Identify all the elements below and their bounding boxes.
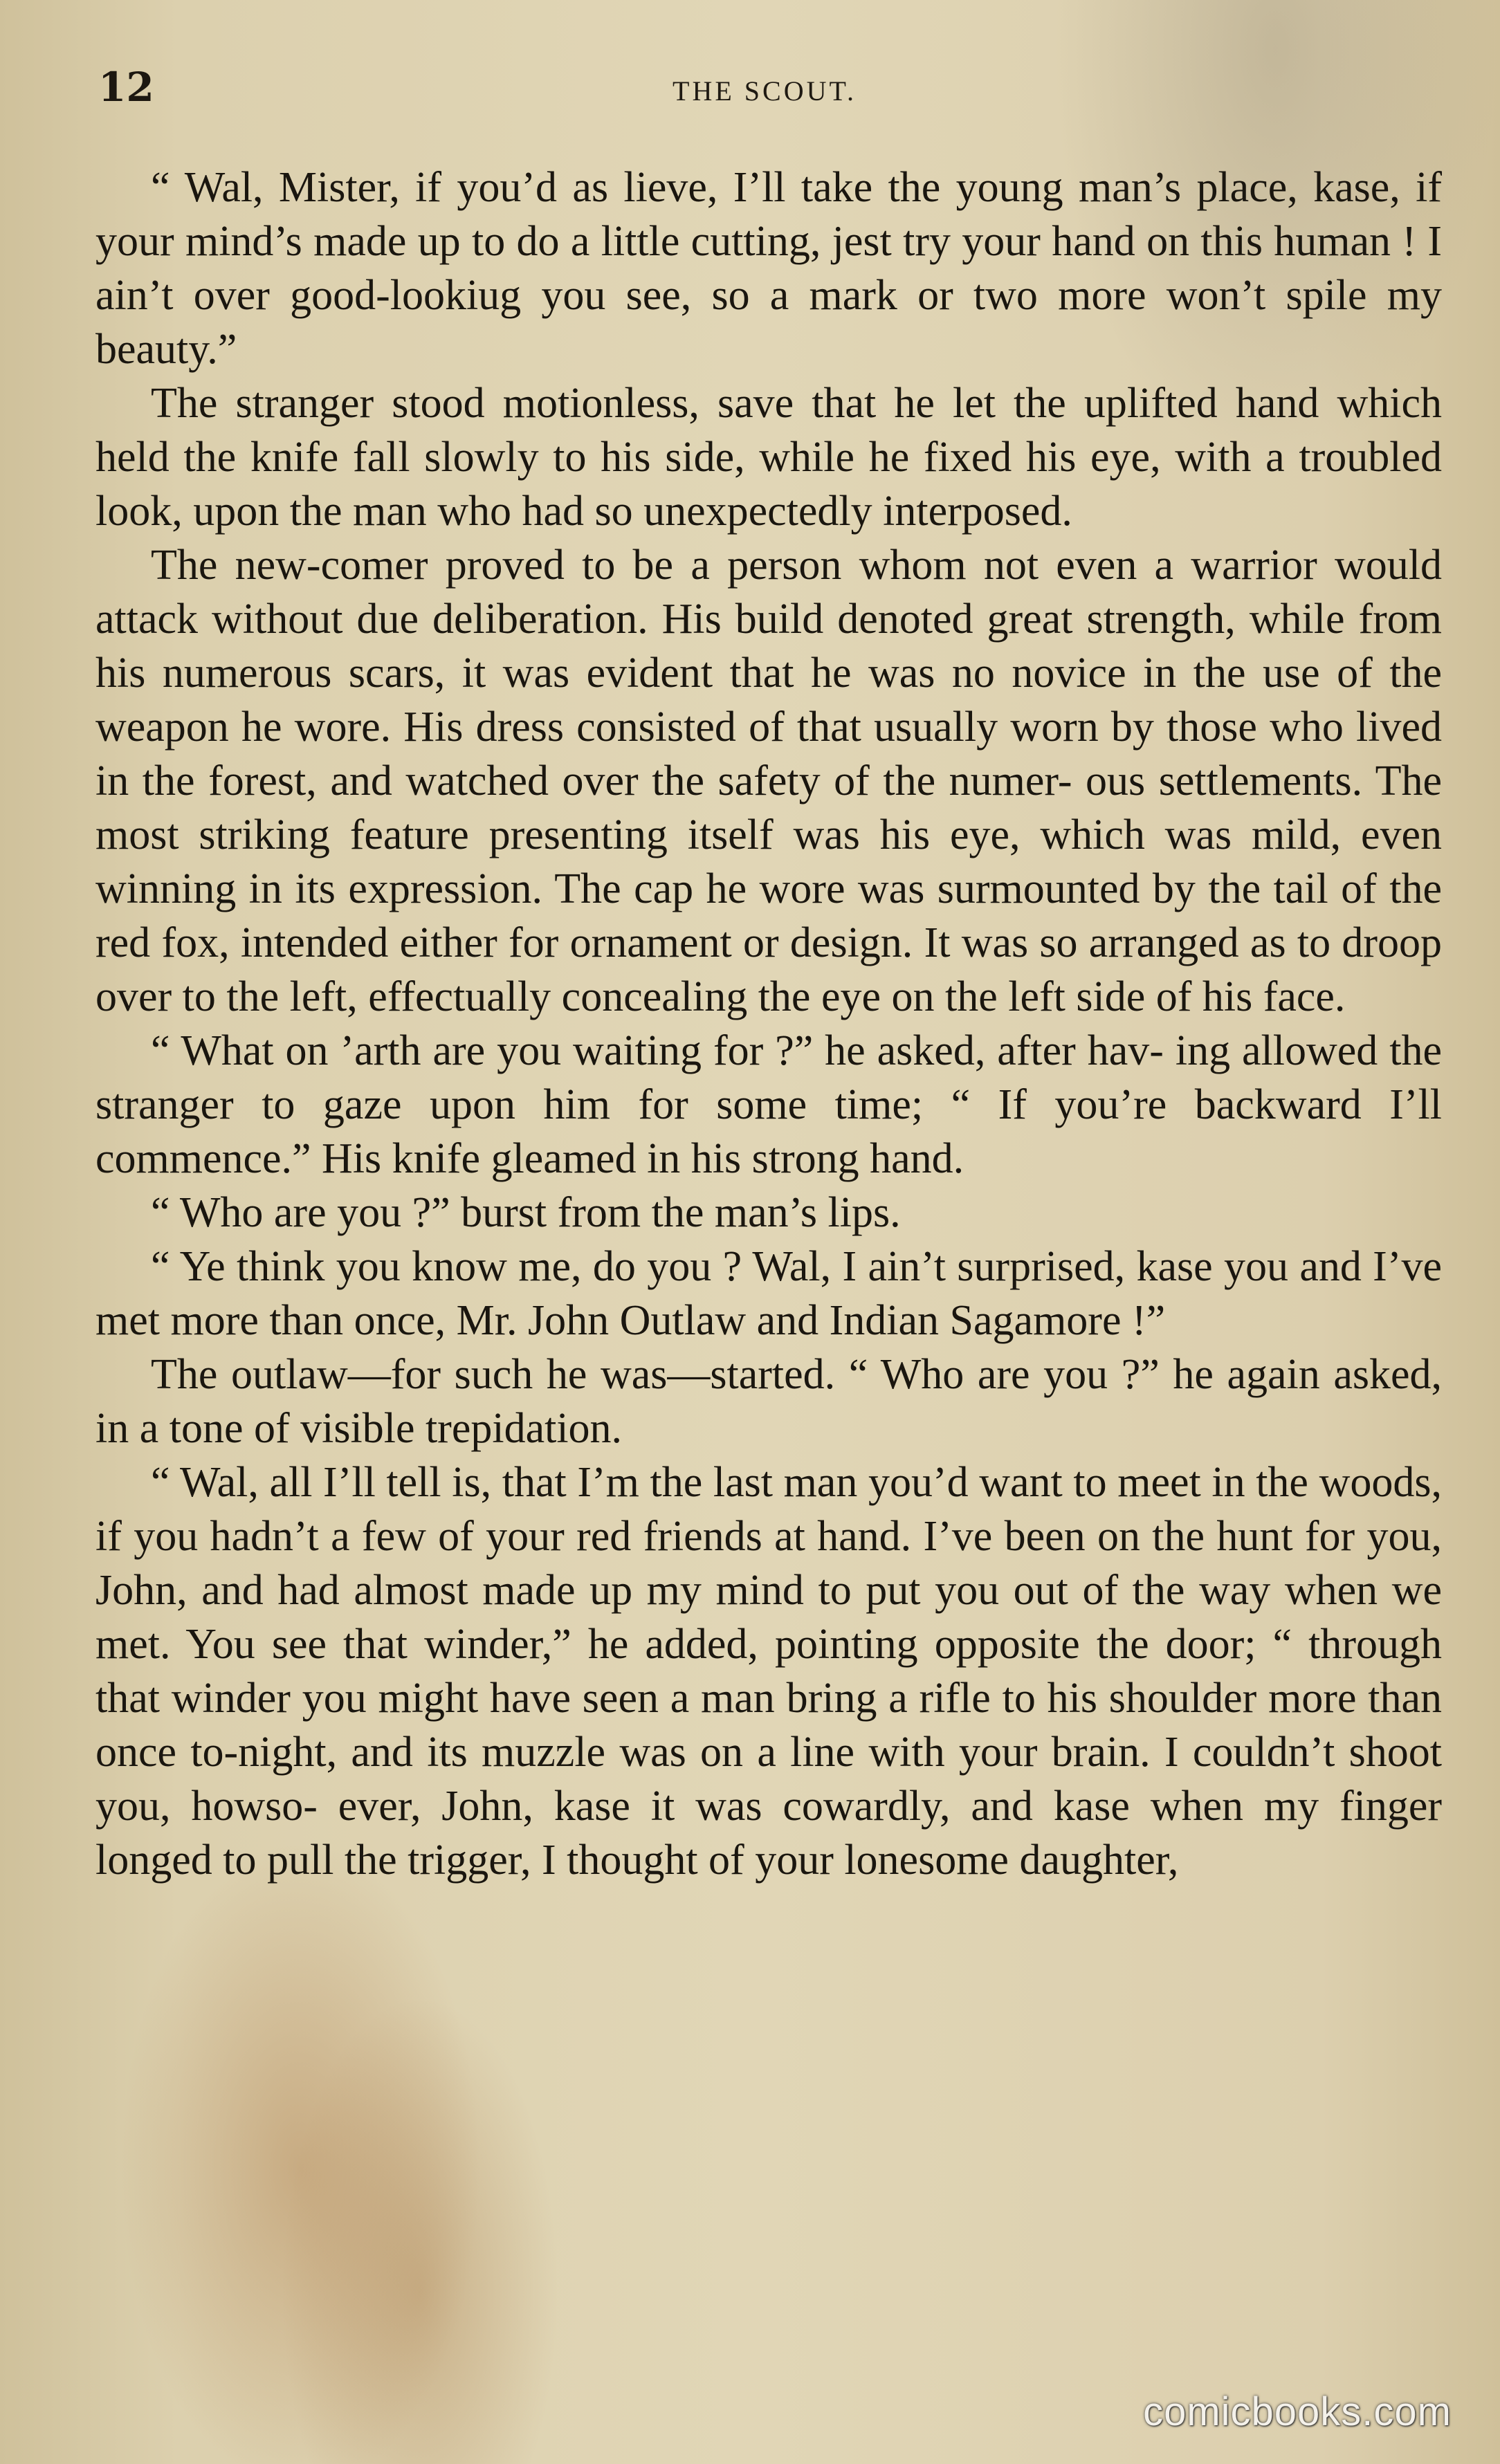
watermark: comicbooks.com (1143, 2389, 1452, 2434)
paragraph: “ Wal, Mister, if you’d as lieve, I’ll take the young man’s place, kase, if your mind’s made up to do a little cutting, jest try your hand on this human ! I ain’t over good-lookiug you see, so a mark or two more won’t spile my beauty.” (95, 164, 1442, 373)
paragraph: “ What on ’arth are you waiting for ?” he asked, after hav- ing allowed the stranger to gaze upon him for some time; “ If you’re backward I’ll commence.” His knife gleamed in his strong hand. (95, 1027, 1442, 1182)
running-head: THE SCOUT. (673, 75, 857, 107)
paragraph: The new-comer proved to be a person whom not even a warrior would attack without due deliberation. His build denoted great strength, while from his numerous scars, it was evident that he was no novice in the use of the weapon he wore. His dress consisted of that usually worn by those who lived in the forest, and watched over the safety of the numer- ous settlements. The most striking feature presenting itself was his eye, which was mild, even winning in its expression. The cap he wore was surmounted by the tail of the red fox, intended either for ornament or design. It was so arranged as to droop over to the left, effectually concealing the eye on the left side of his face. (95, 542, 1442, 1020)
paragraph: “ Who are you ?” burst from the man’s lips. (151, 1189, 901, 1236)
paragraph: The outlaw—for such he was—started. “ Who are you ?” he again asked, in a tone of visible trepidation. (95, 1351, 1442, 1452)
paragraph: “ Wal, all I’ll tell is, that I’m the last man you’d want to meet in the woods, if you hadn’t a few of your red friends at hand. I’ve been on the hunt for you, John, and had almost made up my mind to put you out of the way when we met. You see that winder,” he added, pointing opposite the door; “ through that winder you might have seen a man bring a rifle to his shoulder more than once to-night, and its muzzle was on a line with your brain. I couldn’t shoot you, howso- ever, John, kase it was cowardly, and kase when my finger longed to pull the trigger, I thought of your lonesome daughter, (95, 1459, 1442, 1884)
body-text (95, 160, 1442, 1887)
paragraph: “ Ye think you know me, do you ? Wal, I ain’t surprised, kase you and I’ve met more than once, Mr. John Outlaw and Indian Sagamore !” (95, 1243, 1442, 1344)
page-header (98, 64, 1431, 112)
page-number: 12 (98, 64, 154, 111)
paragraph: The stranger stood motionless, save that he let the uplifted hand which held the knife fall slowly to his side, while he fixed his eye, with a troubled look, upon the man who had so unexpectedly interposed. (95, 380, 1442, 535)
